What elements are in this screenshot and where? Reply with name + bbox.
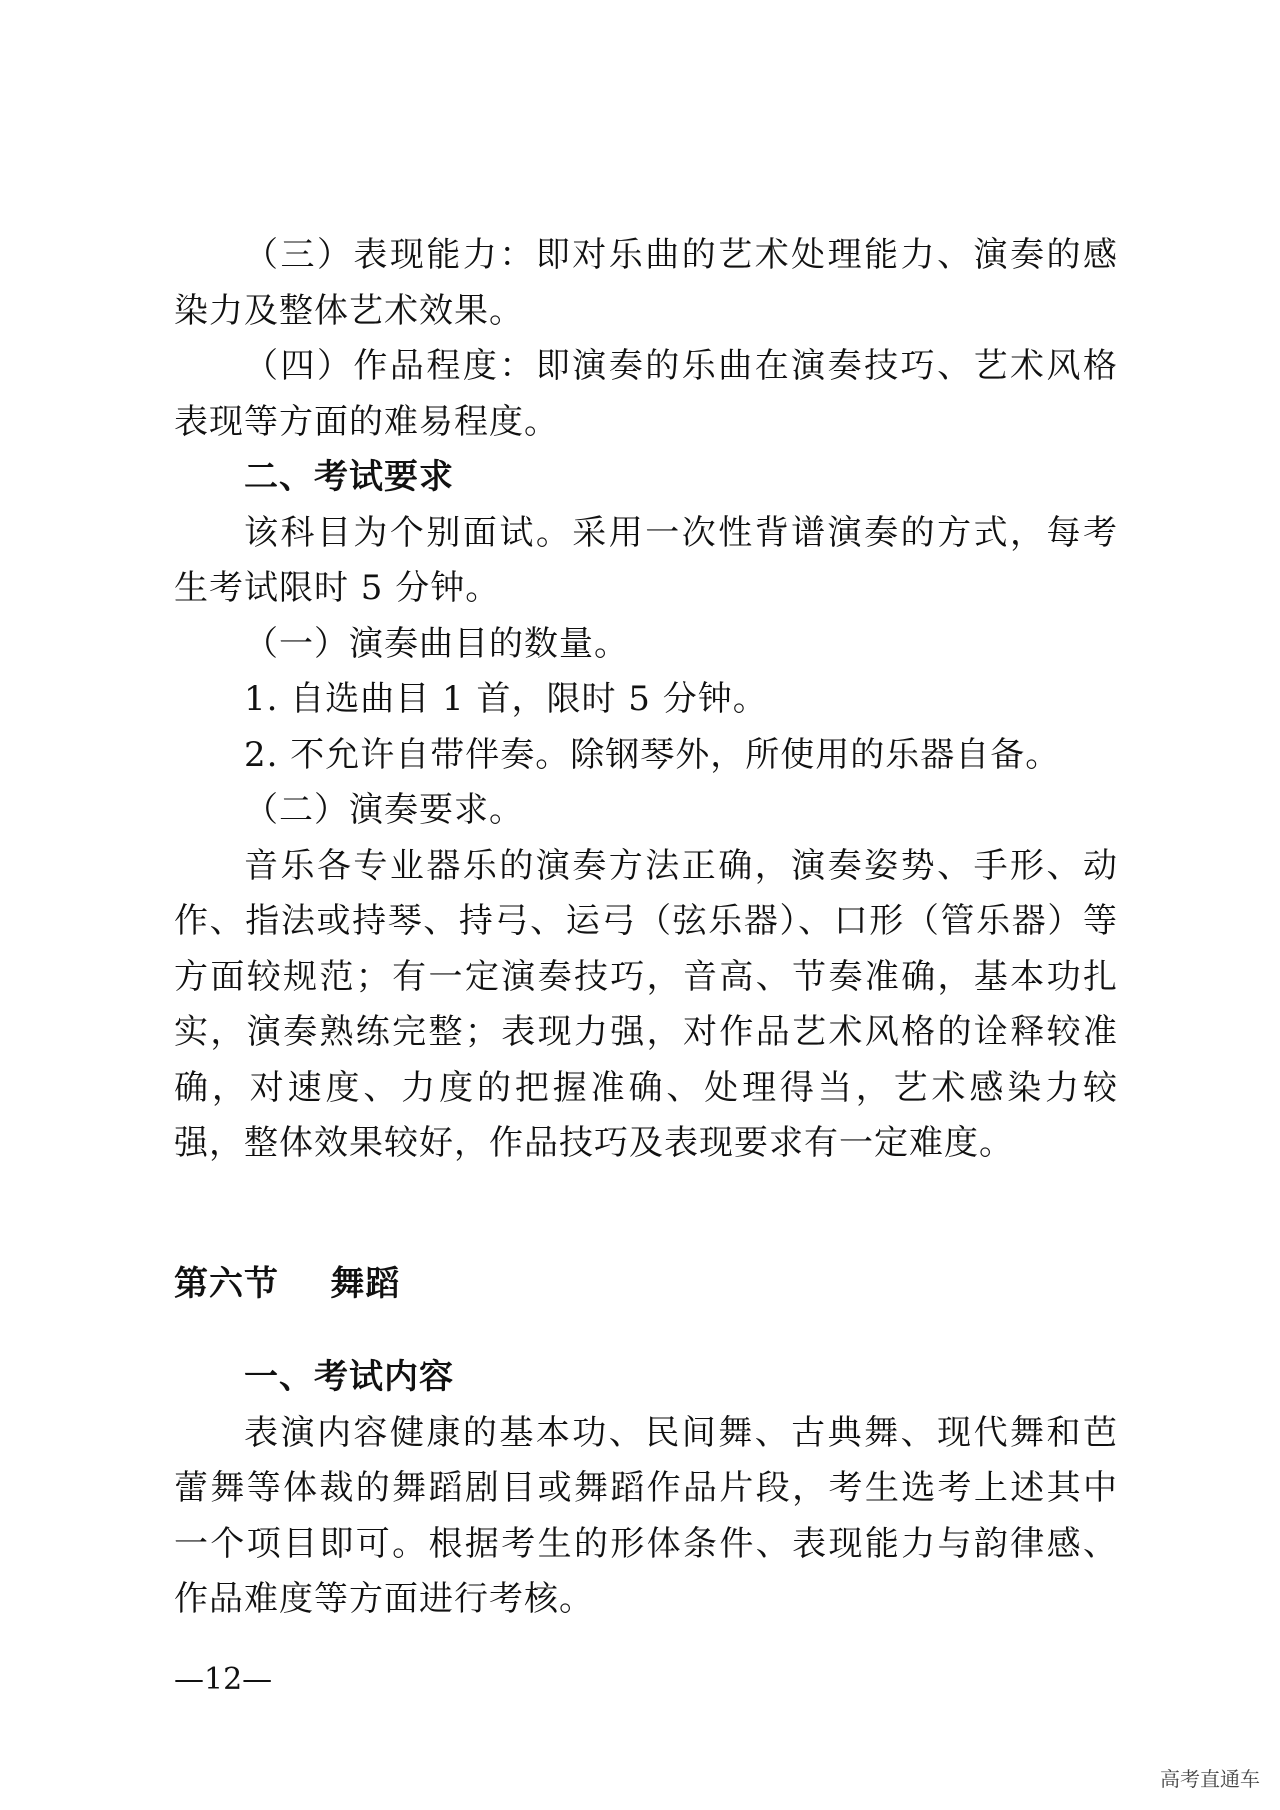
heading-exam-requirements: 二、考试要求 bbox=[244, 457, 454, 497]
paragraph-performance-ability: （三）表现能力：即对乐曲的艺术处理能力、演奏的感染力及整体艺术效果。 bbox=[174, 235, 1118, 331]
paragraph-work-level: （四）作品程度：即演奏的乐曲在演奏技巧、艺术风格表现等方面的难易程度。 bbox=[174, 346, 1118, 442]
document-body bbox=[174, 228, 1118, 1628]
list-item-1: 1. 自选曲目 1 首，限时 5 分钟。 bbox=[244, 679, 768, 719]
paragraph-performance-requirements: （二）演奏要求。 bbox=[244, 790, 524, 830]
list-item-2: 2. 不允许自带伴奏。除钢琴外，所使用的乐器自备。 bbox=[244, 734, 1061, 775]
section-title-dance: 第六节 舞蹈 bbox=[174, 1263, 401, 1304]
page-number: —12— bbox=[174, 1662, 273, 1697]
paragraph-exam-format: 该科目为个别面试。采用一次性背谱演奏的方式，每考生考试限时 5 分钟。 bbox=[174, 512, 1118, 608]
paragraph-piece-count: （一）演奏曲目的数量。 bbox=[244, 623, 629, 664]
paragraph-dance-content: 表演内容健康的基本功、民间舞、古典舞、现代舞和芭蕾舞等体裁的舞蹈剧目或舞蹈作品片段，考生选考上述其中一个项目即可。根据考生的形体条件、表现能力与韵律感、作品难度等方面进行考核。 bbox=[174, 1412, 1118, 1619]
paragraph-requirements-detail: 音乐各专业器乐的演奏方法正确，演奏姿势、手形、动作、指法或持琴、持弓、运弓（弦乐器）、口形（管乐器）等方面较规范；有一定演奏技巧，音高、节奏准确，基本功扎实，演奏熟练完整；表现力强，对作品艺术风格的诠释较准确，对速度、力度的把握准确、处理得当，艺术感染力较强，整体效果较好，作品技巧及表现要求有一定难度。 bbox=[174, 845, 1118, 1163]
heading-exam-content: 一、考试内容 bbox=[244, 1357, 454, 1397]
watermark-text: 高考直通车 bbox=[1160, 1767, 1260, 1791]
